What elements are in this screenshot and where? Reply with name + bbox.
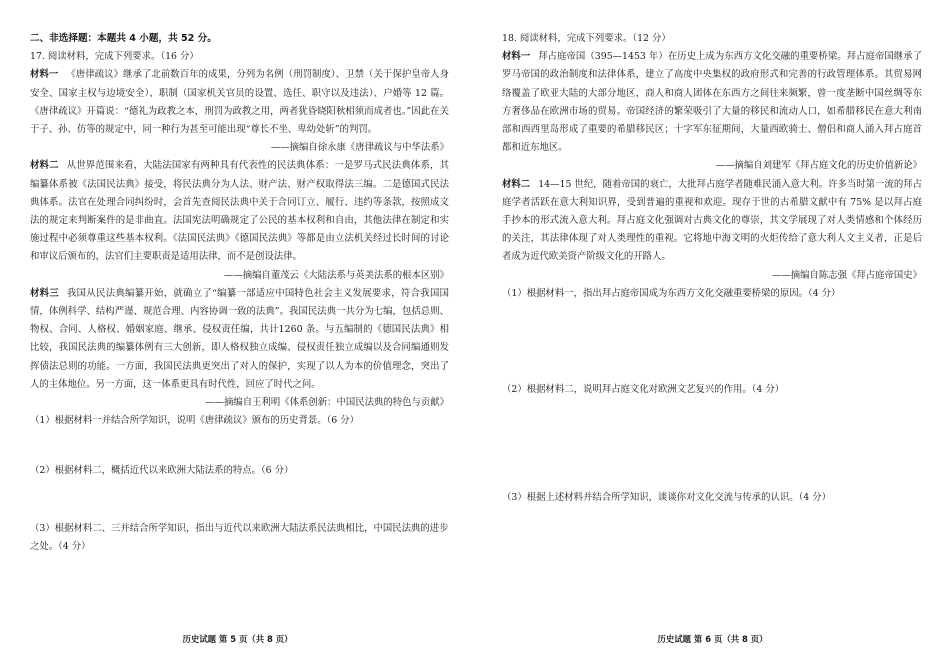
page-footer-left: 历史试题 第 5 页（共 8 页） [182, 634, 293, 644]
q18-material-1-source: ——摘编自刘建军《拜占庭文化的历史价值新论》 [715, 160, 922, 172]
q18-material-2-text: 14—15 世纪，随着帝国的衰亡，大批拜占庭学者随难民涌入意大利。许多当时第一流的拜占庭学者活跃在意大利知识界，受到普遍的重视和欢迎。现存于世的古希腊文献中有 75% 是以拜占庭手抄本的形式流入意大利。拜占庭文化强调对古典文化的尊崇，其文学展现了对人类情感和个体经历的关注，其法律体现了对人类理性的重视。它将地中海文明的火炬传给了意大利人文主义者，正是后者成为近代欧美资产阶级文化的开路人。 [502, 178, 922, 263]
q17-material-2-label: 材料二 [30, 160, 59, 172]
q17-subquestion-3: （3）根据材料二、三并结合所学知识，指出与近代以来欧洲大陆法系民法典相比，中国民法典的进步之处。（4 分） [30, 523, 449, 553]
q18-material-2-source: ——摘编自陈志强《拜占庭帝国史》 [771, 269, 922, 281]
question-17-heading: 17. 阅读材料，完成下列要求。（16 分） [30, 51, 199, 63]
page-footer-right: 历史试题 第 6 页（共 8 页） [657, 634, 768, 644]
q17-material-2-source: ——摘编自董茂云《大陆法系与英美法系的根本区别》 [223, 269, 449, 281]
q17-material-3-label: 材料三 [30, 287, 60, 299]
q17-material-1 [30, 66, 449, 139]
q17-subquestion-1: （1）根据材料一并结合所学知识，说明《唐律疏议》颁布的历史背景。（6 分） [30, 415, 359, 427]
section-title: 二、非选择题：本题共 4 小题，共 52 分。 [30, 33, 217, 44]
q18-material-2 [502, 176, 922, 267]
exam-page-6 [475, 0, 950, 659]
q18-subquestion-1: （1）根据材料一，指出拜占庭帝国成为东西方文化交融重要桥梁的原因。（4 分） [502, 287, 841, 299]
q18-material-1-text: 拜占庭帝国（395—1453 年）在历史上成为东西方文化交融的重要桥梁。拜占庭帝国继承了罗马帝国的政治制度和法律体系，建立了高度中央集权的政府形式和完善的行政管理体系。其贸易网络覆盖了欧亚大陆的大部分地区，商人和商人团体在东西方之间往来频繁，曾一度垄断中国丝绸等东方奢侈品在欧洲市场的贸易。帝国经济的繁荣吸引了大量的移民和流动人口，如希腊移民在意大利南部和西西里岛形成了重要的希腊移民区；十字军东征期间，大量西欧骑士、僧侣和商人涌入拜占庭首都和近东地区。 [502, 51, 922, 154]
q18-material-1 [502, 48, 922, 157]
q17-material-2-text: 从世界范围来看，大陆法国家有两种具有代表性的民法典体系：一是罗马式民法典体系，其编纂体系被《法国民法典》接受，将民法典分为人法、财产法、财产权取得法三编。二是德国式民法典体系。法官在处理合同纠纷时，会首先查阅民法典中关于合同订立、履行、违约等条款，按照成文法的规定来判断案件的是非曲直。法国宪法明确规定了公民的基本权利和自由，其他法律在制定和实施过程中必须尊重这些基本权利。《法国民法典》《德国民法典》等都是由立法机关经过长时间的讨论和审议后颁布的，法官们主要职责是适用法律，而不是创设法律。 [30, 160, 449, 263]
q17-material-1-label: 材料一 [30, 69, 59, 81]
q18-subquestion-3: （3）根据上述材料并结合所学知识，谈谈你对文化交流与传承的认识。（4 分） [502, 492, 831, 503]
q17-material-1-source: ——摘编自徐永康《唐律疏议与中华法系》 [270, 142, 449, 154]
question-18-heading: 18. 阅读材料，完成下列要求。（12 分） [502, 33, 671, 44]
q17-material-2 [30, 157, 449, 266]
q18-material-2-label: 材料二 [502, 178, 531, 190]
q17-material-3 [30, 285, 449, 394]
q17-material-1-text: 《唐律疏议》继承了北前数百年的成果，分列为名例（刑罚制度）、卫禁（关于保护皇帝人身安全、国家主权与边境安全）、职制（国家机关官员的设置、选任、职守以及违法）、户婚等 12 篇。《唐律疏议》开篇说：“德礼为政教之本，刑罚为政教之用，两者犹昏晓阳秋相须而成者也。”因此在关于子、孙、仿等的规定中，同一种行为甚至可能出现“尊长不坐、卑幼处斩”的判罚。 [30, 69, 449, 136]
q18-subquestion-2: （2）根据材料二，说明拜占庭文化对欧洲文艺复兴的作用。（4 分） [502, 384, 785, 395]
q17-material-3-source: ——摘编自王利明《体系创新：中国民法典的特色与贡献》 [205, 397, 449, 409]
q18-material-1-label: 材料一 [502, 51, 531, 63]
q17-material-3-text: 我国从民法典编纂开始，就确立了“编纂一部适应中国特色社会主义发展要求，符合我国国情，体例科学、结构严谨、规范合理、内容协调一致的法典”。我国民法典一共分为七编，包括总则、物权、合同、人格权、婚姻家庭、继承、侵权责任编，共计1260 条。与五编制的《德国民法典》相比较，我国民法典的编纂体例有三大创新，即人格权独立成编、侵权责任独立成编以及合同编通则发挥债法总则的功能。一方面，我国民法典更突出了对人的保护，实现了以人为本的价值理念，突出了人的主体地位。另一方面，这一体系更具有时代性，回应了时代之问。 [30, 287, 449, 390]
q17-subquestion-2: （2）根据材料二，概括近代以来欧洲大陆法系的特点。（6 分） [30, 465, 294, 476]
